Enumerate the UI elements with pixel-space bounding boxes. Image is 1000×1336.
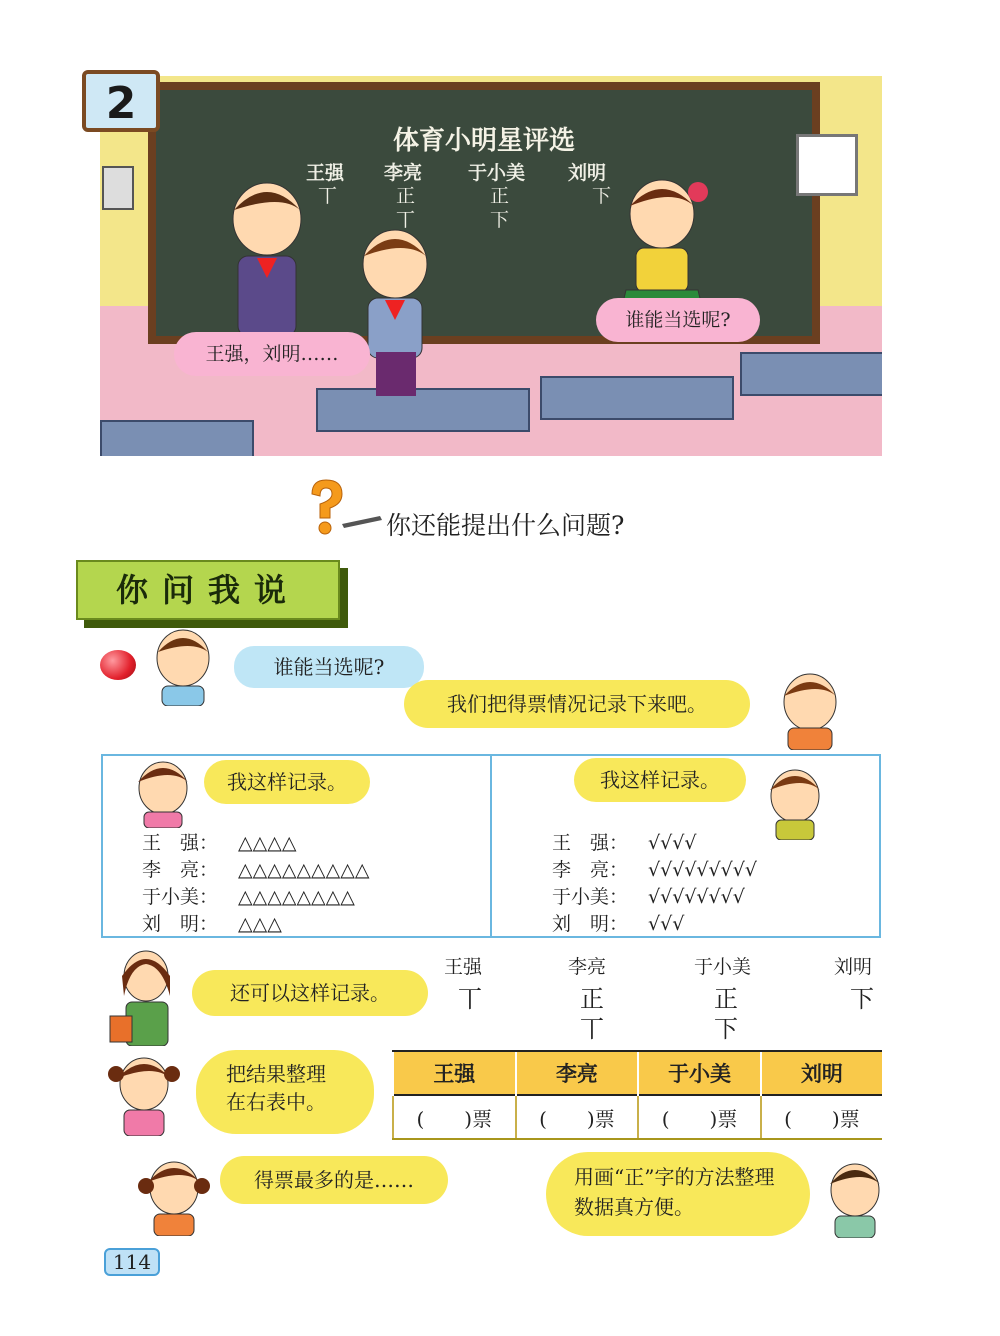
- question-prompt: 你还能提出什么问题?: [386, 511, 625, 540]
- bullet-dot: [100, 650, 136, 680]
- record-row: 于小美： √√√√√√√√: [552, 886, 745, 908]
- record-row: 李 亮： △△△△△△△△△: [142, 859, 370, 881]
- record-row: 刘 明： △△△: [142, 913, 282, 935]
- tally-mark: 下: [714, 1015, 738, 1043]
- board-tally: 下: [490, 209, 510, 231]
- check-marks: √√√√√√√√√: [648, 859, 757, 881]
- table-header: 于小美: [638, 1051, 761, 1095]
- table-header: 王强: [393, 1051, 516, 1095]
- girl-character: [102, 1052, 186, 1136]
- pen-icon: [340, 512, 384, 530]
- tally-name: 李亮: [568, 956, 607, 978]
- board-tally: 正: [490, 185, 510, 207]
- board-candidate-name: 李亮: [384, 162, 423, 184]
- speech-bubble: 我这样记录。: [574, 758, 746, 802]
- check-marks: √√√: [648, 913, 685, 935]
- board-candidate-name: 刘明: [568, 162, 607, 184]
- triangle-marks: △△△△△△△△: [238, 886, 355, 908]
- page-number: 114: [104, 1248, 160, 1276]
- wall-chart: [796, 134, 858, 196]
- speech-bubble: 我们把得票情况记录下来吧。: [404, 680, 750, 728]
- board-candidate-name: 王强: [306, 162, 345, 184]
- vote-blank[interactable]: ( )票: [393, 1095, 516, 1139]
- board-tally: 丅: [318, 185, 338, 207]
- board-tally: 下: [592, 185, 612, 207]
- boy-character: [148, 626, 218, 706]
- desk: [100, 420, 254, 456]
- board-title: 体育小明星评选: [392, 126, 575, 156]
- record-row: 于小美： △△△△△△△△: [142, 886, 355, 908]
- vote-blank[interactable]: ( )票: [638, 1095, 761, 1139]
- speech-bubble: 谁能当选呢?: [234, 646, 424, 688]
- check-marks: √√√√: [648, 832, 697, 854]
- speech-bubble: 还可以这样记录。: [192, 970, 428, 1016]
- boy-character: [760, 764, 830, 840]
- boy-character: [340, 222, 450, 402]
- speech-bubble: 我这样记录。: [204, 760, 370, 804]
- speech-bubble: 得票最多的是……: [220, 1156, 448, 1204]
- vote-blank[interactable]: ( )票: [761, 1095, 882, 1139]
- table-row: [393, 1095, 882, 1139]
- triangle-marks: △△△△△△△△△: [238, 859, 370, 881]
- girl-character: [770, 670, 850, 750]
- table-header: 李亮: [516, 1051, 639, 1095]
- table-header-row: [393, 1051, 882, 1095]
- record-divider: [490, 754, 492, 938]
- record-row: 刘 明： √√√: [552, 913, 685, 935]
- tally-name: 王强: [444, 956, 483, 978]
- board-candidate-name: 于小美: [468, 162, 526, 184]
- check-marks: √√√√√√√√: [648, 886, 745, 908]
- record-row: 王 强： √√√√: [552, 832, 697, 854]
- girl-character: [134, 1156, 214, 1236]
- record-row: 李 亮： √√√√√√√√√: [552, 859, 757, 881]
- triangle-marks: △△△: [238, 913, 282, 935]
- tally-name: 于小美: [694, 956, 752, 978]
- speech-bubble: 谁能当选呢?: [596, 298, 760, 342]
- tally-mark: 丅: [458, 985, 482, 1013]
- triangle-marks: △△△△: [238, 832, 297, 854]
- board-tally: 正: [396, 185, 416, 207]
- results-table: [392, 1050, 882, 1140]
- table-header: 刘明: [761, 1051, 882, 1095]
- tally-mark: 丅: [580, 1015, 604, 1043]
- record-row: 王 强： △△△△: [142, 832, 297, 854]
- tally-mark: 正: [580, 985, 604, 1013]
- speech-bubble: 王强，刘明……: [174, 332, 370, 376]
- speech-bubble: [546, 1152, 810, 1236]
- lesson-number-badge: 2: [82, 70, 160, 132]
- board-tally: 丅: [396, 209, 416, 231]
- tally-mark: 下: [850, 985, 874, 1013]
- tally-mark: 正: [714, 985, 738, 1013]
- girl-character: [128, 756, 198, 828]
- section-title: 你问我说: [76, 560, 340, 620]
- teacher-character: [102, 946, 192, 1046]
- desk: [740, 352, 882, 396]
- desk: [540, 376, 734, 420]
- bubble-text: 用画“正”字的方法整理数据真方便。: [574, 1165, 775, 1219]
- boy-character: [822, 1158, 888, 1238]
- speech-bubble: [196, 1050, 374, 1134]
- classroom-illustration: [100, 76, 882, 456]
- abacus: [102, 166, 134, 210]
- bubble-text: 把结果整理在右表中。: [226, 1062, 326, 1114]
- vote-blank[interactable]: ( )票: [516, 1095, 639, 1139]
- tally-name: 刘明: [834, 956, 873, 978]
